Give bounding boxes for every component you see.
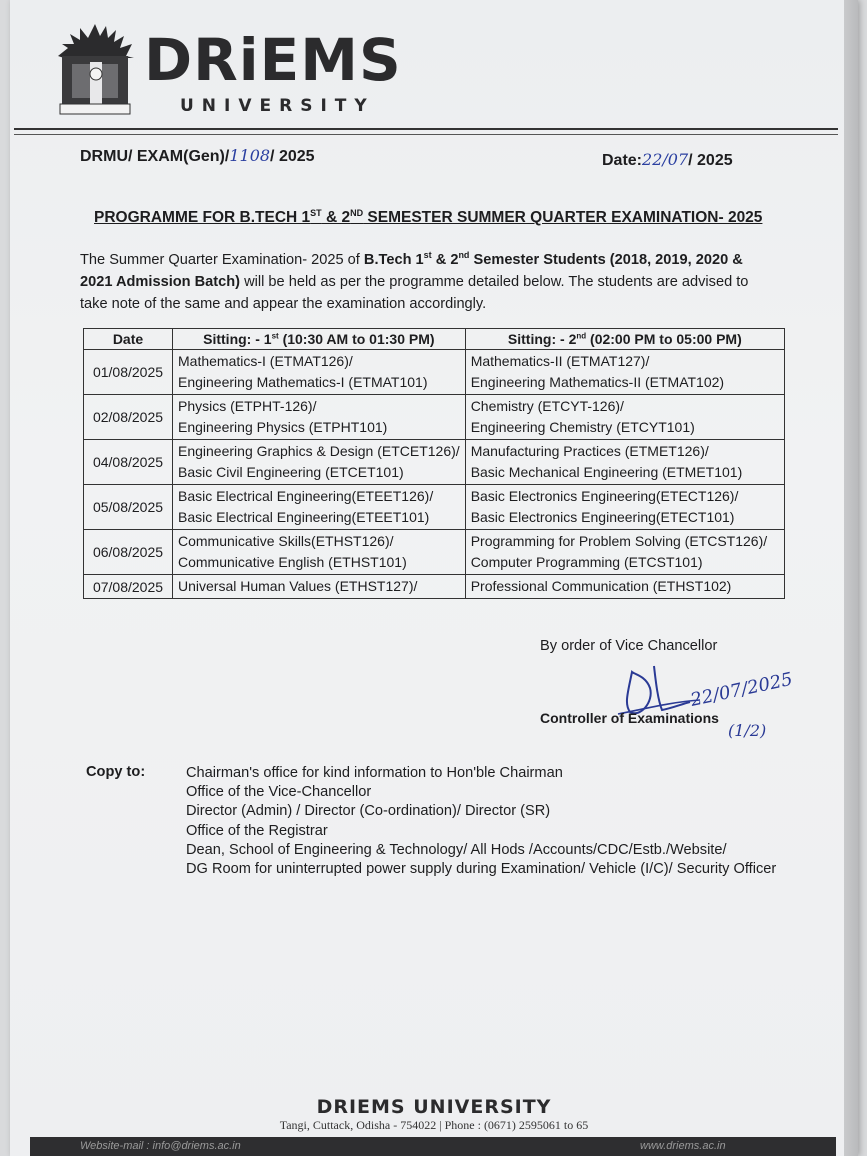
handwritten-signature bbox=[610, 652, 795, 742]
copy-to-item: Director (Admin) / Director (Co-ordination)/ Director (SR) bbox=[186, 803, 551, 820]
subject-line: Engineering Mathematics-I (ETMAT101) bbox=[178, 374, 428, 390]
title-sup: ST bbox=[310, 208, 322, 218]
intro-bold: Semester Students (2018, 2019, 2020 & 2021 Admission Batch) bbox=[80, 251, 743, 290]
sitting-2-cell bbox=[465, 440, 784, 485]
subject-line: Universal Human Values (ETHST127)/ bbox=[178, 578, 418, 594]
ref-handwritten-number: 1108 bbox=[229, 146, 271, 165]
copy-to-item: Dean, School of Engineering & Technology/ All Hods /Accounts/CDC/Estb./Website/ bbox=[186, 841, 727, 858]
copy-to-list bbox=[186, 764, 776, 879]
header-text: Sitting: - 2 bbox=[507, 331, 577, 347]
sitting-1-cell bbox=[173, 485, 466, 530]
header-sup: nd bbox=[576, 331, 587, 341]
svg-text:(1/2): (1/2) bbox=[728, 721, 767, 740]
table-header-row bbox=[84, 329, 785, 350]
university-logo-emblem bbox=[54, 22, 136, 118]
title-part: PROGRAMME FOR B.TECH 1 bbox=[94, 209, 311, 227]
sitting-2-cell bbox=[465, 395, 784, 440]
subject-line: Engineering Chemistry (ETCYT101) bbox=[470, 419, 695, 435]
ref-prefix: DRMU/ EXAM(Gen)/ bbox=[80, 148, 230, 165]
subject-line: Basic Electronics Engineering(ETECT101) bbox=[470, 509, 735, 525]
sitting-2-cell bbox=[465, 485, 784, 530]
sitting-1-cell bbox=[173, 530, 466, 575]
footer-university-name: DRIEMS UNIVERSITY bbox=[316, 1096, 552, 1118]
document-page bbox=[10, 0, 858, 1156]
sitting-1-cell bbox=[173, 350, 466, 395]
header-rule-thin bbox=[14, 134, 838, 135]
sitting-2-cell bbox=[465, 575, 784, 599]
title-part: & 2 bbox=[321, 209, 351, 227]
subject-line: Chemistry (ETCYT-126)/ bbox=[470, 398, 624, 414]
subject-line: Engineering Physics (ETPHT101) bbox=[178, 419, 388, 435]
header-text: (10:30 AM to 01:30 PM) bbox=[278, 331, 435, 347]
table-row bbox=[84, 350, 785, 395]
intro-text: The Summer Quarter Examination- 2025 of bbox=[80, 251, 364, 268]
sitting-2-cell bbox=[465, 530, 784, 575]
table-row bbox=[84, 395, 785, 440]
sitting-1-cell bbox=[173, 575, 466, 599]
subject-line: Basic Electronics Engineering(ETECT126)/ bbox=[470, 488, 739, 504]
subject-line: Mathematics-I (ETMAT126)/ bbox=[178, 353, 353, 369]
subject-line: Communicative English (ETHST101) bbox=[178, 554, 407, 570]
footer-address: Tangi, Cuttack, Odisha - 754022 | Phone : (0671) 2595061 to 65 bbox=[279, 1118, 589, 1132]
intro-bold: & 2 bbox=[431, 251, 459, 268]
svg-text:22/07/2025: 22/07/2025 bbox=[688, 668, 795, 711]
subject-line: Manufacturing Practices (ETMET126)/ bbox=[470, 443, 709, 459]
exam-date-cell: 01/08/2025 bbox=[84, 350, 173, 395]
date-handwritten: 22/07 bbox=[642, 150, 689, 169]
copy-to-item: Chairman's office for kind information to Hon'ble Chairman bbox=[186, 765, 563, 781]
header-sitting-2 bbox=[465, 329, 784, 350]
subject-line: Basic Electrical Engineering(ETEET126)/ bbox=[178, 488, 434, 504]
copy-to-item: DG Room for uninterrupted power supply during Examination/ Vehicle (I/C)/ Security Officer bbox=[186, 861, 777, 878]
intro-sup: st bbox=[423, 250, 432, 260]
header-rule bbox=[14, 128, 838, 130]
date-label: Date: bbox=[602, 152, 643, 169]
subject-line: Professional Communication (ETHST102) bbox=[470, 578, 732, 594]
subject-line: Programming for Problem Solving (ETCST126)/ bbox=[470, 533, 768, 549]
intro-text: will be held as per the programme detailed below. The students are advised to take note of the same and appear the examination accordingly. bbox=[80, 273, 749, 312]
subject-line: Mathematics-II (ETMAT127)/ bbox=[470, 353, 650, 369]
sitting-1-cell bbox=[173, 440, 466, 485]
brand-subtitle: UNIVERSITY bbox=[180, 96, 375, 116]
exam-programme-table bbox=[83, 328, 785, 599]
table-body bbox=[84, 350, 785, 599]
subject-line: Basic Electrical Engineering(ETEET101) bbox=[178, 509, 430, 525]
subject-line: Engineering Graphics & Design (ETCET126)/ bbox=[178, 443, 460, 459]
table-row bbox=[84, 575, 785, 599]
order-line: By order of Vice Chancellor bbox=[540, 638, 718, 654]
header-text: (02:00 PM to 05:00 PM) bbox=[586, 331, 742, 347]
header-sitting-1 bbox=[173, 329, 466, 350]
subject-line: Engineering Mathematics-II (ETMAT102) bbox=[470, 374, 725, 390]
exam-date-cell: 04/08/2025 bbox=[84, 440, 173, 485]
brand-name: DRiEMS bbox=[144, 26, 402, 94]
table-row bbox=[84, 530, 785, 575]
copy-to-item: Office of the Registrar bbox=[186, 822, 328, 839]
date-year: / 2025 bbox=[688, 152, 733, 169]
reference-number bbox=[80, 146, 315, 166]
table-row bbox=[84, 485, 785, 530]
subject-line: Computer Programming (ETCST101) bbox=[470, 554, 703, 570]
sitting-1-cell bbox=[173, 395, 466, 440]
subject-line: Basic Mechanical Engineering (ETMET101) bbox=[470, 464, 743, 480]
title-part: SEMESTER SUMMER QUARTER EXAMINATION- 2025 bbox=[363, 209, 763, 227]
issue-date bbox=[602, 150, 733, 170]
sitting-2-cell bbox=[465, 350, 784, 395]
exam-date-cell: 06/08/2025 bbox=[84, 530, 173, 575]
page-edge bbox=[844, 0, 858, 1156]
subject-line: Communicative Skills(ETHST126)/ bbox=[178, 533, 394, 549]
ref-suffix: / 2025 bbox=[270, 148, 315, 165]
footer-email: Website-mail : info@driems.ac.in bbox=[80, 1140, 241, 1152]
exam-date-cell: 02/08/2025 bbox=[84, 395, 173, 440]
document-title bbox=[94, 208, 762, 227]
exam-date-cell: 07/08/2025 bbox=[84, 575, 173, 599]
subject-line: Basic Civil Engineering (ETCET101) bbox=[178, 464, 404, 480]
intro-bold: B.Tech 1 bbox=[363, 251, 424, 268]
header-sup: st bbox=[271, 331, 279, 341]
header-text: Sitting: - 1 bbox=[203, 331, 272, 347]
table-row bbox=[84, 440, 785, 485]
intro-paragraph bbox=[80, 244, 770, 315]
controller-title: Controller of Examinations bbox=[540, 710, 719, 726]
title-sup: ND bbox=[350, 208, 364, 218]
intro-sup: nd bbox=[458, 250, 470, 260]
copy-to-item: Office of the Vice-Chancellor bbox=[186, 784, 372, 801]
exam-date-cell: 05/08/2025 bbox=[84, 485, 173, 530]
footer-website: www.driems.ac.in bbox=[640, 1140, 726, 1152]
copy-to-label: Copy to: bbox=[86, 764, 146, 780]
header-date: Date bbox=[84, 329, 173, 350]
subject-line: Physics (ETPHT-126)/ bbox=[178, 398, 317, 414]
